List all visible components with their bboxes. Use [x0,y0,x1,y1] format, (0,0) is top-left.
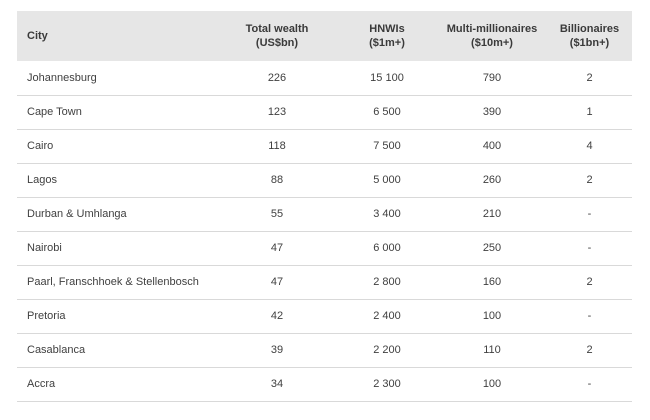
cell-hnwis: 15 100 [370,71,404,84]
cell-multi-millionaires: 100 [482,310,502,322]
column-header-unit: ($1m+) [369,37,405,49]
cell-city: Lagos [27,174,57,186]
cell-billionaires: - [587,378,592,390]
column-header-multi-millionaires [437,11,547,61]
column-header-city [17,11,217,61]
cell-total-wealth: 55 [270,208,284,220]
cell-total-wealth: 118 [268,140,286,152]
table-row [17,367,632,401]
cell-hnwis: 2 200 [373,344,401,356]
column-header-label: Total wealth [245,23,309,35]
table-row [17,197,632,231]
cell-total-wealth: 226 [267,71,287,84]
cell-hnwis: 5 000 [373,174,401,186]
cell-multi-millionaires: 100 [482,378,502,390]
cell-billionaires: 2 [586,174,593,186]
column-header-unit: (US$bn) [255,37,299,49]
cell-total-wealth: 42 [270,310,284,322]
cell-city: Cairo [27,140,54,152]
cell-multi-millionaires: 400 [482,140,502,152]
cell-total-wealth: 47 [270,276,284,288]
cell-multi-millionaires: 790 [482,71,502,84]
wealth-table [17,11,632,402]
table-row [17,61,632,95]
table-row [17,95,632,129]
cell-total-wealth: 47 [270,242,284,254]
cell-billionaires: 2 [586,344,593,356]
cell-multi-millionaires: 160 [482,276,502,288]
cell-total-wealth: 34 [270,378,284,390]
cell-total-wealth: 123 [267,106,287,118]
cell-billionaires: 2 [586,71,593,84]
table-header [17,11,632,61]
cell-total-wealth: 88 [270,174,284,186]
cell-multi-millionaires: 110 [483,344,501,356]
cell-billionaires: - [587,310,592,322]
cell-city: Accra [27,378,56,390]
column-header-unit: ($1bn+) [569,37,610,49]
column-header-hnwis [337,11,437,61]
column-header-label: HNWIs [369,23,405,35]
cell-hnwis: 6 000 [373,242,401,254]
cell-city: Cape Town [27,106,82,118]
cell-total-wealth: 39 [270,344,284,356]
cell-hnwis: 3 400 [373,208,401,220]
column-header-unit: ($10m+) [471,37,513,49]
cell-city: Pretoria [27,310,66,322]
cell-hnwis: 2 800 [373,276,401,288]
cell-hnwis: 2 300 [373,378,401,390]
cell-city: Nairobi [27,242,62,254]
cell-city: Paarl, Franschhoek & Stellenbosch [27,276,199,288]
table-row [17,231,632,265]
table-body [17,61,632,401]
table-row [17,299,632,333]
cell-city: Casablanca [27,344,86,356]
column-header-label: City [27,30,48,42]
column-header-total-wealth [217,11,337,61]
cell-multi-millionaires: 260 [482,174,502,186]
table-row [17,333,632,367]
cell-multi-millionaires: 390 [482,106,502,118]
cell-billionaires: 4 [586,140,593,152]
column-header-label: Multi-millionaires [446,23,538,35]
table-row [17,163,632,197]
cell-billionaires: - [587,208,592,220]
cell-city: Johannesburg [27,71,97,84]
header-row [17,11,632,61]
cell-multi-millionaires: 250 [482,242,502,254]
column-header-label: Billionaires [559,23,620,35]
cell-city: Durban & Umhlanga [27,208,127,220]
cell-hnwis: 7 500 [373,140,401,152]
cell-billionaires: 1 [586,106,593,118]
cell-hnwis: 2 400 [373,310,401,322]
table-row [17,129,632,163]
cell-hnwis: 6 500 [373,106,401,118]
table-row [17,265,632,299]
cell-multi-millionaires: 210 [482,208,502,220]
cell-billionaires: - [587,242,592,254]
cell-billionaires: 2 [586,276,593,288]
column-header-billionaires [547,11,632,61]
